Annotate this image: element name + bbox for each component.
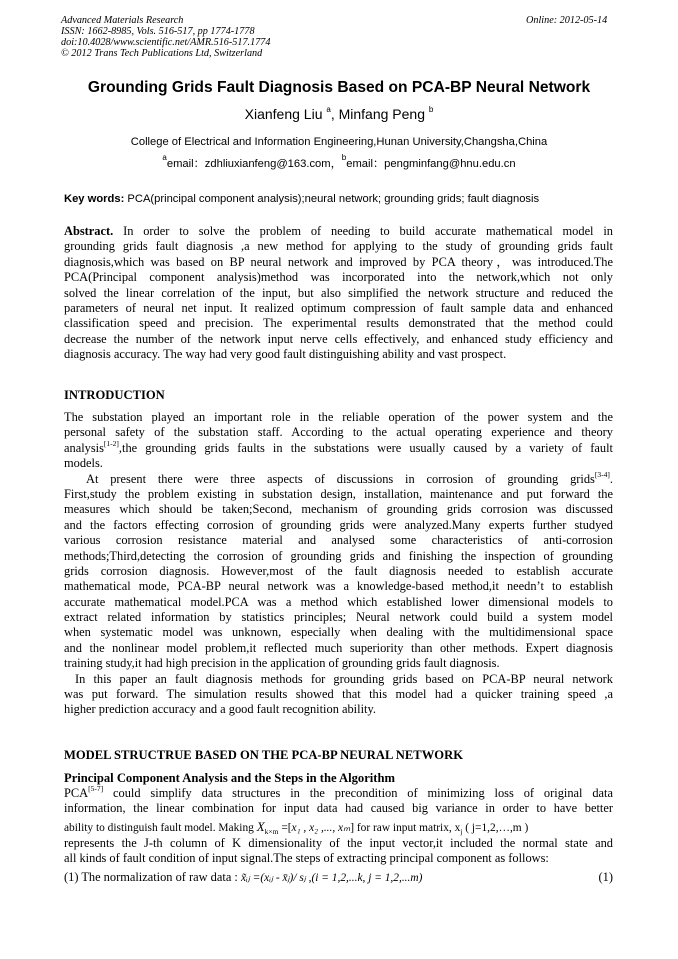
paragraph-line [64,786,613,801]
subsection-heading-pca: Principal Component Analysis and the Steps in the Algorithm [64,771,395,785]
abstract-line: decrease the number of the network input nerve cells effectively, and enhanced study efficiency and [64,331,613,346]
paragraph-line: methods;Third,detecting the corrosion of grounding grids and finishing the inspection of grounding [64,548,613,563]
text: ,the grounding grids faults in the substations were usually caused by a variety of fault [118,440,613,455]
email-mark: b [341,153,347,162]
model-section-body [64,786,613,887]
citation-ref[interactable]: [1-2] [103,438,119,448]
paragraph-line: and the factors effecting corrosion of grounding grids were analyzed.Many experts further studyed [64,517,613,532]
matrix-symbol: X [256,818,265,834]
text: =[ [278,821,292,834]
text: ( j=1,2,…,m ) [462,821,529,834]
paragraph-line: all kinds of fault condition of input signal.The steps of extracting principal component as follows: [64,851,549,866]
column-subscript: j [460,826,463,836]
equation-number: (1) [598,869,613,884]
author-name: Xianfeng Liu [244,106,323,122]
email-link[interactable]: email：zdhliuxianfeng@163.com， [166,158,342,170]
paragraph-line: measures which should be taken;Second, mechanism of grounding grids corrosion was discussed [64,502,613,517]
paper-title: Grounding Grids Fault Diagnosis Based on PCA-BP Neural Network [87,79,591,96]
paragraph-line: accurate mathematical model.PCA was a method which established lower dimensional models to [64,594,613,609]
keywords-text: PCA(principal component analysis);neural network; grounding grids; fault diagnosis [124,193,540,205]
abstract-line: diagnosis,which was based on BP neural network and improved by PCA theory，was introduced.The [64,254,613,269]
abstract-line: PCA(Principal component analysis)method was incorporated into the network,which not only [64,270,613,285]
paragraph-line: personal safety of the substation staff. According to the actual operating experience and theory [64,425,613,440]
section-heading-introduction: INTRODUCTION [64,388,165,402]
paragraph-line: when systematic model was unknown, especially when dealing with the multidimensional space [64,625,613,640]
text: . [609,471,613,486]
affiliation: College of Electrical and Information Engineering,Hunan University,Changsha,China [130,136,548,148]
paragraph-line: was put forward. The simulation results showed that this model had a quicker training speed ,a [64,687,613,702]
author-list [0,105,678,123]
issn-line: ISSN: 1662-8985, Vols. 516-517, pp 1774-1778 [61,26,255,37]
abstract-line: diagnosis accuracy. The way had very good fault distinguishing ability and vast prospect. [64,347,507,362]
paragraph-line: training study,it had high precision in the application of grounding grids fault diagnosis. [64,656,500,671]
abstract-line: parameters of neural net input. It realized optimum compression of fault sample data and enhanced [64,300,613,315]
text: ] for raw input matrix, x [350,821,461,834]
email-mark: a [162,153,167,162]
abstract-label: Abstract. [64,224,114,238]
paragraph-line [64,469,613,487]
keywords [64,192,539,206]
citation-ref[interactable]: [3-4] [594,469,610,479]
copyright-line: © 2012 Trans Tech Publications Ltd, Switzerland [61,48,263,59]
author-name: Minfang Peng [338,106,426,122]
journal-name: Advanced Materials Research [61,15,184,26]
citation-ref[interactable]: [5-7] [88,784,104,793]
author-mark: b [428,105,434,114]
abstract [64,224,613,363]
paragraph-line: mathematical mode, PCA-BP neural network was a knowledge-based method,it needn’t to establish [64,579,613,594]
abstract-line: solved the linear correlation of the input, but also simplified the network structure and reduced the [64,285,613,300]
paragraph-line [64,438,613,456]
matrix-subscript: k×m [264,826,279,836]
online-date: Online: 2012-05-14 [526,15,608,26]
abstract-line: classification speed and precision. The experimental results demonstrated that the method could [64,316,613,331]
paragraph-line: The substation played an important role in the reliable operation of the power system and the [64,410,613,424]
text: could simplify data structures in the precondition of minimizing loss of original data [103,786,613,800]
equation-line [64,867,613,887]
paragraph-line: In this paper an fault diagnosis methods for grounding grids based on PCA-BP neural network [75,671,613,686]
text: analysis [64,440,104,455]
normalization-formula: x̃ᵢⱼ =(xᵢⱼ - x̄ⱼ)/ sⱼ ,(i = 1,2,...k, j = 1,2,...m) [240,871,423,884]
text: ability to distinguish fault model. Making [64,821,257,834]
keywords-label: Key words: [64,193,125,205]
author-separator: , [330,106,339,122]
paragraph-line: models. [64,456,103,471]
journal-header [61,15,270,59]
author-mark: a [326,105,331,114]
matrix-elements: x₁ , x₂ ,..., xₘ [291,821,351,834]
paragraph-line: grids corrosion diagnosis. However,most of the fault diagnosis needed to establish accurate [64,563,613,578]
paragraph-line [64,817,613,836]
paragraph-line: various corrosion resistance material and analysed some characteristics of anti-corrosion [64,533,613,548]
paragraph-line: higher prediction accuracy and a good fault recognition ability. [64,702,376,717]
email-link[interactable]: email：pengminfang@hnu.edu.cn [346,158,516,170]
text: PCA [64,786,89,800]
author-emails [0,153,678,171]
paragraph-line: First,study the problem existing in substation design, installation, maintenance and put forward the [64,486,613,501]
paragraph-line: represents the J-th column of K dimensionality of the input vector,it included the normal state and [64,835,613,850]
doi-line: doi:10.4028/www.scientific.net/AMR.516-517.1774 [61,37,271,48]
paragraph-line: information, the linear combination for input data had caused big variance in order to have better [64,801,613,816]
introduction-body [64,410,613,718]
text: At present there were three aspects of discussions in corrosion of grounding grids [86,471,595,486]
paragraph-line: extract related information by statistics principles; Neural network could build a system model [64,610,613,625]
abstract-line: grounding grids fault diagnosis ,a new method for applying to the study of grounding grids fault [64,239,613,254]
step-label: (1) The normalization of raw data : [64,869,238,884]
paragraph-line: and the nonlinear model problem,it reflected much superiority than other methods. Expert diagnosis [64,640,613,655]
abstract-line: In order to solve the problem of needing to build accurate mathematical model in [113,224,613,238]
section-heading-model: MODEL STRUCTRUE BASED ON THE PCA-BP NEURAL NETWORK [64,748,463,762]
